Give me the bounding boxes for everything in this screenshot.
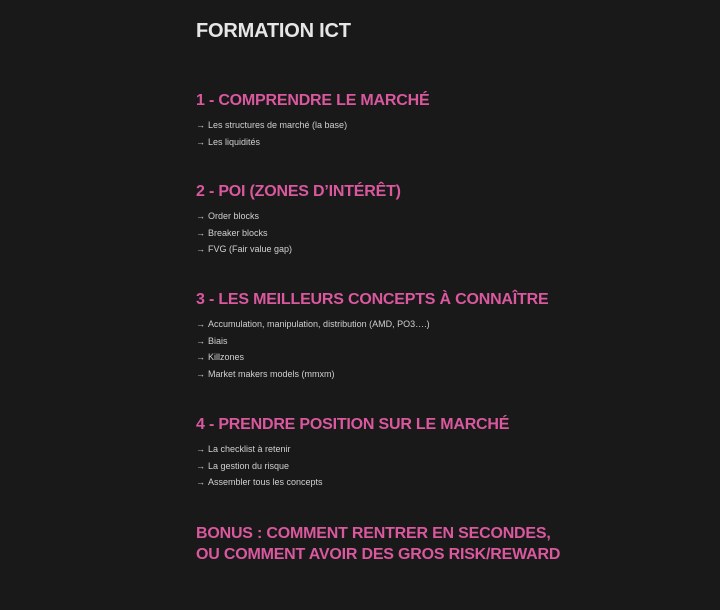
section-comprendre-le-marche xyxy=(196,91,616,150)
list-item: → Killzones xyxy=(196,349,616,366)
list-item: → Assembler tous les concepts xyxy=(196,474,616,491)
section-list xyxy=(196,316,616,383)
list-item: → Les structures de marché (la base) xyxy=(196,117,616,134)
arrow-right-icon: → xyxy=(196,244,205,255)
arrow-right-icon: → xyxy=(196,319,205,329)
arrow-right-icon: → xyxy=(196,211,205,221)
section-list xyxy=(196,208,616,258)
section-bonus xyxy=(196,523,616,565)
list-item: → Biais xyxy=(196,333,616,350)
list-item: → Order blocks xyxy=(196,208,616,225)
list-item: → Accumulation, manipulation, distribution (AMD, PO3….) xyxy=(196,316,616,333)
arrow-right-icon: → xyxy=(196,369,205,380)
bonus-heading: BONUS : COMMENT RENTRER EN SECONDES, OU COMMENT AVOIR DES GROS RISK/REWARD xyxy=(196,525,561,563)
section-heading: 2 - POI (ZONES D’INTÉRÊT) xyxy=(196,183,401,200)
arrow-right-icon: → xyxy=(196,335,205,346)
section-heading: 4 - PRENDRE POSITION SUR LE MARCHÉ xyxy=(196,416,510,433)
arrow-right-icon: → xyxy=(196,120,205,130)
arrow-right-icon: → xyxy=(196,444,205,454)
list-item: → Breaker blocks xyxy=(196,225,616,242)
list-item: → La gestion du risque xyxy=(196,458,616,475)
section-list xyxy=(196,441,616,491)
list-item: → FVG (Fair value gap) xyxy=(196,241,616,258)
section-heading: 1 - COMPRENDRE LE MARCHÉ xyxy=(196,92,430,109)
arrow-right-icon: → xyxy=(196,227,205,238)
page-title: FORMATION ICT xyxy=(196,20,351,42)
section-poi xyxy=(196,182,616,258)
section-list xyxy=(196,117,616,150)
arrow-right-icon: → xyxy=(196,477,205,488)
arrow-right-icon: → xyxy=(196,136,205,147)
list-item: → Market makers models (mmxm) xyxy=(196,366,616,383)
section-prendre-position xyxy=(196,415,616,491)
section-meilleurs-concepts xyxy=(196,290,616,383)
arrow-right-icon: → xyxy=(196,352,205,363)
list-item: → Les liquidités xyxy=(196,134,616,151)
list-item: → La checklist à retenir xyxy=(196,441,616,458)
arrow-right-icon: → xyxy=(196,460,205,471)
section-heading: 3 - LES MEILLEURS CONCEPTS À CONNAÎTRE xyxy=(196,291,549,308)
